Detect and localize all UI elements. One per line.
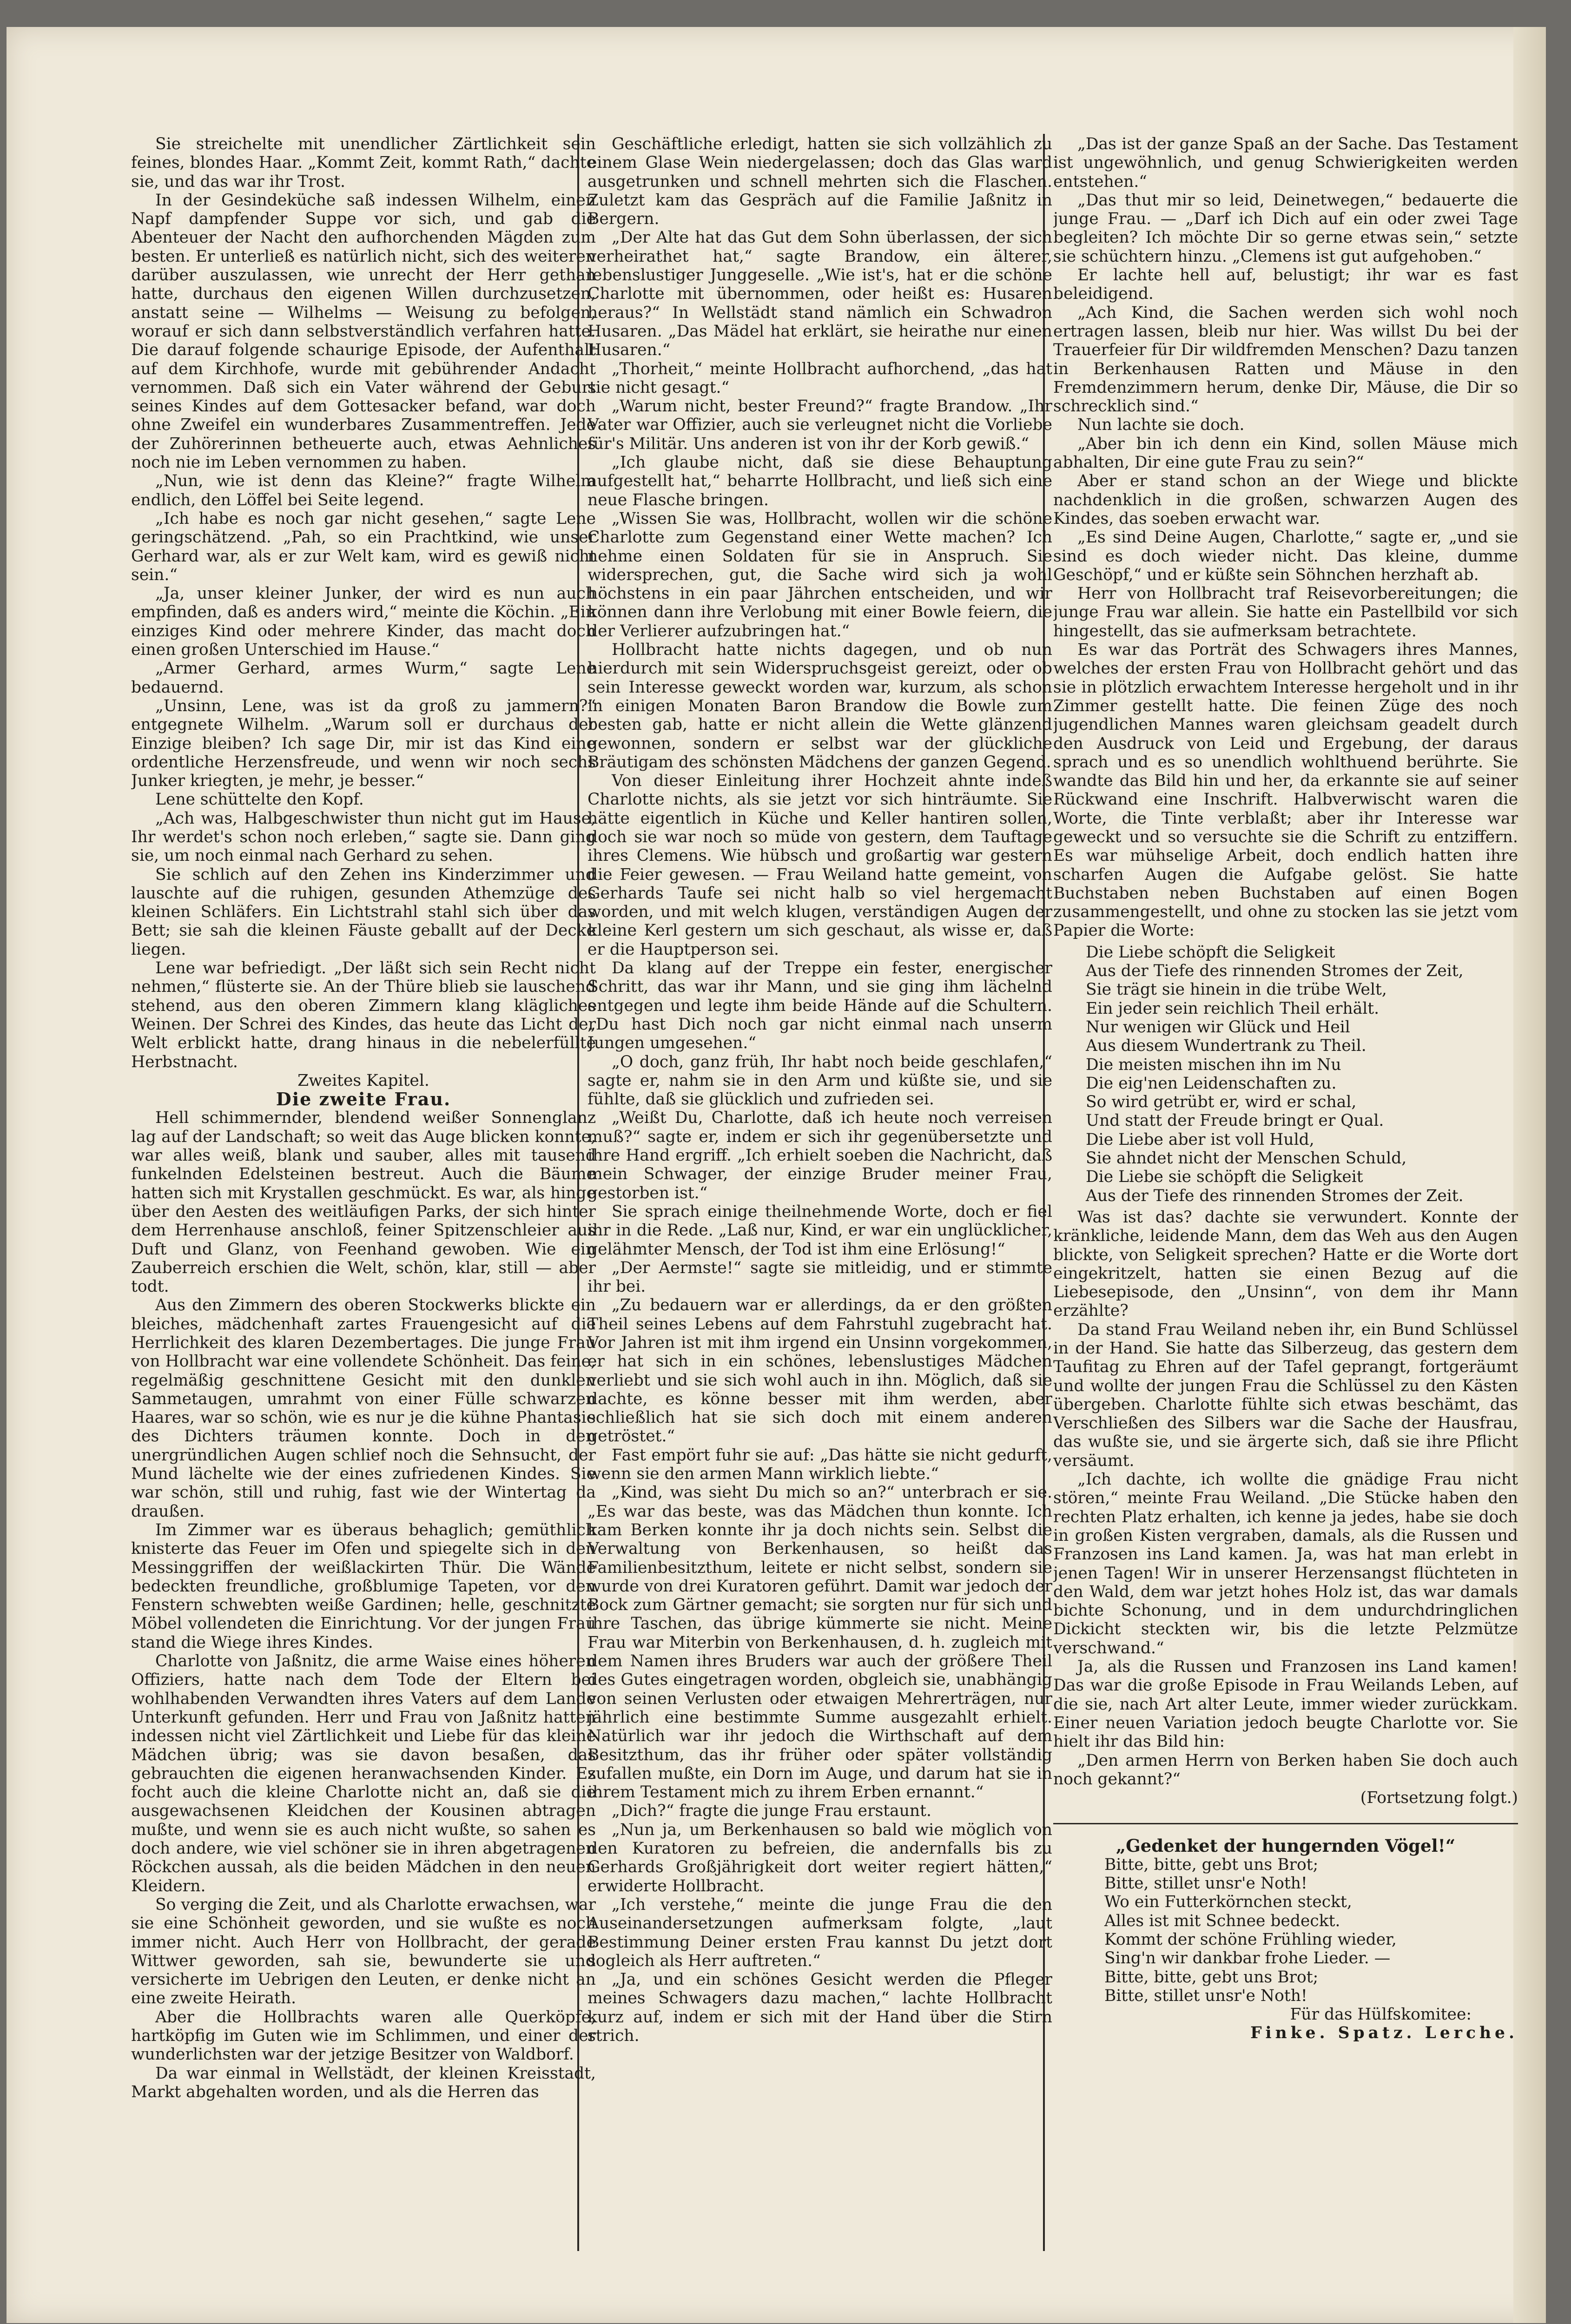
paragraph: Hell schimmernder, blendend weißer Sonnenglanz lag auf der Landschaft; so weit das Auge blicken konnte, war alles weiß, blank und sauber, alles mit tausend funkelnden Edelsteinen bestreut. Auch die Bäume hatten sich mit Krystallen geschmückt. Es war, als hinge über den Aesten des weitläufigen Parks, der sich hinter dem Herrenhause anschloß, feiner Spitzenschleier aus Duft und Glanz, von Feenhand gewoben. Wie ein Zauberreich erschien die Welt, schön, klar, still — aber todt. [131,1109,596,1296]
paragraph: „Ja, und ein schönes Gesicht werden die Pfleger meines Schwagers dazu machen,“ lachte Hollbracht kurz auf, indem er sich mit der Hand über die Stirn strich. [587,1970,1052,2045]
inscription-poem [1086,943,1518,1205]
column-3-paragraphs [1053,135,1518,940]
column-3 [1053,135,1518,2250]
paragraph: „Weißt Du, Charlotte, daß ich heute noch verreisen muß?“ sagte er, indem er sich ihr gegenübersetzte und ihre Hand ergriff. „Ich erhielt soeben die Nachricht, daß mein Schwager, der einzige Bruder meiner Frau, gestorben ist.“ [587,1109,1052,1202]
paragraph: „Den armen Herrn von Berken haben Sie doch auch noch gekannt?“ [1053,1751,1518,1789]
poem-line: Aus der Tiefe des rinnenden Stromes der Zeit, [1086,962,1464,981]
paragraph: „Zu bedauern war er allerdings, da er den größten Theil seines Lebens auf dem Fahrstuhl zugebracht hat. Vor Jahren ist mit ihm irgend ein Unsinn vorgekommen, er hat sich in ein schönes, lebenslustiges Mädchen verliebt und sie sich wohl auch in ihn. Möglich, daß sie dachte, es könne besser mit ihm werden, aber schließlich hat sie sich doch mit einem anderen getröstet.“ [587,1296,1052,1446]
paragraph: „Der Aermste!“ sagte sie mitleidig, und er stimmte ihr bei. [587,1258,1052,1296]
paragraph: „Aber bin ich denn ein Kind, sollen Mäuse mich abhalten, Dir eine gute Frau zu sein?“ [1053,434,1518,472]
paragraph: Aus den Zimmern des oberen Stockwerks blickte ein bleiches, mädchenhaft zartes Frauengesicht auf die Herrlichkeit des klaren Dezembertages. Die junge Frau von Hollbracht war eine vollendete Schönheit. Das feine, regelmäßig geschnittene Gesicht mit den dunklen Sammetaugen, umrahmt von einer Fülle schwarzen Haares, war so schön, wie es nur je die kühne Phantasie des Dichters träumen konnte. Doch in den unergründlichen Augen schlief noch die Sehnsucht, der Mund lächelte wie der eines zufriedenen Kindes. Sie war schön, still und ruhig, fast wie der Wintertag da draußen. [131,1296,596,1521]
paragraph: „Das thut mir so leid, Deinetwegen,“ bedauerte die junge Frau. — „Darf ich Dich auf ein oder zwei Tage begleiten? Ich möchte Dir so gerne etwas sein,“ setzte sie schüchtern hinzu. „Clemens ist gut aufgehoben.“ [1053,191,1518,266]
paragraph: So verging die Zeit, und als Charlotte erwachsen, war sie eine Schönheit geworden, und sie wußte es noch immer nicht. Auch Herr von Hollbracht, der gerade Wittwer geworden, sah sie, bewunderte sie und versicherte im Uebrigen den Leuten, er denke nicht an eine zweite Heirath. [131,1895,596,2008]
poem-line: Die Liebe sie schöpft die Seligkeit [1086,1168,1363,1187]
paragraph: Im Zimmer war es überaus behaglich; gemüthlich knisterte das Feuer im Ofen und spiegelte sich in den Messinggriffen der weißlackirten Thür. Die Wände bedeckten freundliche, großblumige Tapeten, vor den Fenstern schwebten weiße Gardinen; helle, geschnitzte Möbel vollendeten die Einrichtung. Vor der jungen Frau stand die Wiege ihres Kindes. [131,1520,596,1652]
paragraph: „Dich?“ fragte die junge Frau erstaunt. [612,1802,931,1821]
paragraph: „Ich glaube nicht, daß sie diese Behauptung aufgestellt hat,“ beharrte Hollbracht, und ließ sich eine neue Flasche bringen. [587,453,1052,509]
paragraph: „Wissen Sie was, Hollbracht, wollen wir die schöne Charlotte zum Gegenstand einer Wette machen? Ich nehme einen Soldaten für sie in Anspruch. Sie widersprechen, gut, die Sache wird sich ja wohl höchstens in ein paar Jährchen entscheiden, und wir können dann ihre Verlobung mit einer Bowle feiern, die der Verlierer aufzubringen hat.“ [587,509,1052,640]
paragraph: „Warum nicht, bester Freund?“ fragte Brandow. „Ihr Vater war Offizier, auch sie verleugnet nicht die Vorliebe für's Militär. Uns anderen ist von ihr der Korb gewiß.“ [587,397,1052,453]
column-3-paragraphs-continued [1053,1208,1518,1789]
paragraph: Nun lachte sie doch. [1077,416,1245,435]
column-1 [131,135,596,2250]
paragraph: Sie streichelte mit unendlicher Zärtlichkeit sein feines, blondes Haar. „Kommt Zeit, kommt Rath,“ dachte sie, und das war ihr Trost. [131,135,596,191]
paragraph: „Es sind Deine Augen, Charlotte,“ sagte er, „und sie sind es doch wieder nicht. Das kleine, dumme Geschöpf,“ und er küßte sein Söhnchen herzhaft ab. [1053,528,1518,584]
newspaper-page [7,27,1546,2323]
page-edge-shadow [1513,27,1546,2323]
section-separator [1053,1823,1518,1824]
continuation-note: (Fortsetzung folgt.) [1360,1789,1518,1808]
paragraph: „Ach Kind, die Sachen werden sich wohl noch ertragen lassen, bleib nur hier. Was willst Du bei der Trauerfeier für Dir wildfremden Menschen? Dazu tanzen in Berkenhausen Ratten und Mäuse in den Fremdenzimmern herum, denke Dir, Mäuse, die Dir so schrecklich sind.“ [1053,303,1518,416]
paragraph: „Thorheit,“ meinte Hollbracht aufhorchend, „das hat sie nicht gesagt.“ [587,359,1052,397]
paragraph: Herr von Hollbracht traf Reisevorbereitungen; die junge Frau war allein. Sie hatte ein Pastellbild vor sich hingestellt, das sie aufmerksam betrachtete. [1053,584,1518,640]
paragraph: Da stand Frau Weiland neben ihr, ein Bund Schlüssel in der Hand. Sie hatte das Silberzeug, das gestern dem Taufitag zu Ehren auf der Tafel geprangt, fortgeräumt und wollte der jungen Frau die Schlüssel zu den Kästen übergeben. Charlotte fühlte sich etwas beschämt, das Verschließen des Silbers war die Sache der Hausfrau, das wußte sie, und sie ärgerte sich, daß sie ihre Pflicht versäumt. [1053,1320,1518,1470]
paragraph: Hollbracht hatte nichts dagegen, und ob nun hierdurch mit sein Widerspruchsgeist gereizt, oder ob sein Interesse geweckt worden war, kurzum, als schon in einigen Monaten Baron Brandow die Bowle zum besten gab, hatte er nicht allein die Wette glänzend gewonnen, sondern er selbst war der glückliche Bräutigam des schönsten Mädchens der ganzen Gegend. [587,640,1052,772]
column-2 [587,135,1052,2250]
paragraph: „Kind, was sieht Du mich so an?“ unterbrach er sie. „Es war das beste, was das Mädchen thun konnte. Ich kam Berken konnte ihr ja doch nichts sein. Selbst die Verwaltung von Berkenhausen, so heißt das Familienbesitzthum, leitete er nicht selbst, sondern sie wurde von drei Kuratoren geführt. Damit war jedoch der Bock zum Gärtner gemacht; sie sorgten nur für sich und ihre Taschen, das übrige kümmerte sie nicht. Meine Frau war Miterbin von Berkenhausen, d. h. zugleich mit dem Namen ihres Bruders war auch der größere Theil des Gutes eingetragen worden, obgleich sie, unabhängig von seinen Verlusten oder etwaigen Mehrerträgen, nur jährlich eine bestimmte Summe ausgezahlt erhielt. Natürlich war ihr jedoch die Wirthschaft auf dem Besitzthum, das ihr früher oder später vollständig zufallen mußte, ein Dorn im Auge, und darum hat sie in ihrem Testament mich zu ihrem Erben ernannt.“ [587,1483,1052,1802]
poem-line: Sie trägt sie hinein in die trübe Welt, [1086,980,1387,999]
poem-line: Die eig'nen Leidenschaften zu. [1086,1074,1337,1093]
paragraph: Aber er stand schon an der Wiege und blickte nachdenklich in die großen, schwarzen Augen des Kindes, das soeben erwacht war. [1053,472,1518,528]
poem-line: Und statt der Freude bringt er Qual. [1086,1111,1384,1130]
paragraph: „Das ist der ganze Spaß an der Sache. Das Testament ist ungewöhnlich, und genug Schwierigkeiten werden entstehen.“ [1053,135,1518,191]
chapter-label: Zweites Kapitel. [297,1071,429,1090]
paragraph: Aber die Hollbrachts waren alle Querköpfe, hartköpfig im Guten wie im Schlimmen, und einer der wunderlichsten war der jetzige Besitzer von Waldborf. [131,2007,596,2064]
poem-line: Bitte, bitte, gebt uns Brot; [1104,1855,1319,1874]
poem-line: Nur wenigen wir Glück und Heil [1086,1017,1350,1037]
bird-appeal-poem [1104,1855,1518,2005]
poem-line: Aus diesem Wundertrank zu Theil. [1086,1037,1366,1056]
poem-line: Sing'n wir dankbar frohe Lieder. — [1104,1949,1391,1968]
chapter-title: Die zweite Frau. [276,1089,451,1110]
paragraph: „Ich dachte, ich wollte die gnädige Frau nicht stören,“ meinte Frau Weiland. „Die Stücke haben den rechten Platz erhalten, ich kenne ja jedes, habe sie doch in großen Kisten vergraben, damals, als die Russen und Franzosen ins Land kamen. Ja, was hat man erlebt in jenen Tagen! Wir in unserer Herzensangst flüchteten in den Wald, dem war jetzt hohes Holz ist, das war damals bichte Schonung, und in dem undurchdringlichen Dickicht steckten wir, bis die letzte Pelzmütze verschwand.“ [1053,1470,1518,1657]
poem-line: Aus der Tiefe des rinnenden Stromes der Zeit. [1086,1186,1464,1205]
poem-line: Die meisten mischen ihn im Nu [1086,1055,1341,1074]
paragraph: Lene schüttelte den Kopf. [155,790,364,809]
paragraph: „Nun ja, um Berkenhausen so bald wie möglich von den Kuratoren zu befreien, die andernfalls bis zu Gerhards Großjährigkeit dort weiter regiert hätten,“ erwiderte Hollbracht. [587,1820,1052,1895]
column-1-paragraphs [131,135,596,1071]
paragraph: Geschäftliche erledigt, hatten sie sich vollzählich zu einem Glase Wein niedergelassen; doch das Glas ward ausgetrunken und schnell mehrten sich die Flaschen. Zuletzt kam das Gespräch auf die Familie Jaßnitz in Bergern. [587,135,1052,229]
poem-line: Wo ein Futterkörnchen steckt, [1104,1893,1352,1912]
paragraph: Sie schlich auf den Zehen ins Kinderzimmer und lauschte auf die ruhigen, gesunden Athemzüge des kleinen Schläfers. Ein Lichtstrahl stahl sich über das Bett; sie sah die kleinen Fäuste geballt auf der Decke liegen. [131,865,596,959]
paragraph: „Ach was, Halbgeschwister thun nicht gut im Hause, Ihr werdet's schon noch erleben,“ sagte sie. Dann ging sie, um noch einmal nach Gerhard zu sehen. [131,809,596,865]
poem-line: Die Liebe aber ist voll Huld, [1086,1130,1314,1149]
paragraph: Ja, als die Russen und Franzosen ins Land kamen! Das war die große Episode in Frau Weilands Leben, auf die sie, nach Art alter Leute, immer wieder zurückkam. Einer neuen Variation jedoch beugte Charlotte vor. Sie hielt ihr das Bild hin: [1053,1657,1518,1751]
poem-line: Kommt der schöne Frühling wieder, [1104,1930,1397,1949]
paragraph: Da klang auf der Treppe ein fester, energischer Schritt, das war ihr Mann, und sie ging ihm lächelnd entgegen und legte ihm beide Hände auf die Schultern. „Du hast Dich noch gar nicht einmal nach unserm Jungen umgesehen.“ [587,959,1052,1053]
paragraph: „Unsinn, Lene, was ist da groß zu jammern?“ entgegnete Wilhelm. „Warum soll er durchaus der Einzige bleiben? Ich sage Dir, mir ist das Kind eine ordentliche Herzensfreude, und wenn wir noch sechs Junker kriegten, je mehr, je besser.“ [131,696,596,791]
paragraph: Lene war befriedigt. „Der läßt sich sein Recht nicht nehmen,“ flüsterte sie. An der Thüre blieb sie lauschend stehend, aus den oberen Zimmern klang klägliches Weinen. Der Schrei des Kindes, das heute das Licht der Welt erblickt hatte, drang hinaus in die nebelerfüllte Herbstnacht. [131,959,596,1071]
poem-line: Alles ist mit Schnee bedeckt. [1104,1911,1340,1930]
paragraph: Es war das Porträt des Schwagers ihres Mannes, welches der ersten Frau von Hollbracht gehört und das sie in plötzlich erwachtem Interesse hergeholt und in ihr Zimmer gestellt hatte. Die feinen Züge des noch jugendlichen Mannes waren gleichsam geadelt durch den Ausdruck von Leid und Ergebung, der daraus sprach und es so unendlich wohlthuend berührte. Sie wandte das Bild hin und her, da erkannte sie auf seiner Rückwand eine Inschrift. Halbverwischt waren die Worte, die Tinte verblaßt; aber ihr Interesse war geweckt und so versuchte sie die Schrift zu entziffern. Es war mühselige Arbeit, doch endlich hatten ihre scharfen Augen die Aufgabe gelöst. Sie hatte Buchstaben neben Buchstaben auf einen Bogen zusammengestellt, und ohne zu stocken las sie jetzt vom Papier die Worte: [1053,640,1518,940]
paragraph: „Der Alte hat das Gut dem Sohn überlassen, der sich verheirathet hat,“ sagte Brandow, ein älterer, lebenslustiger Junggeselle. „Wie ist's, hat er die schöne Charlotte mit übernommen, oder heißt es: Husaren heraus?“ In Wellstädt stand nämlich ein Schwadron Husaren. „Das Mädel hat erklärt, sie heirathe nur einen Husaren.“ [587,228,1052,360]
column-1-paragraphs-continued [131,1109,596,2101]
paragraph: „Ich verstehe,“ meinte die junge Frau die den Auseinandersetzungen aufmerksam folgte, „laut Bestimmung Deiner ersten Frau kannst Du jetzt dort sogleich als Herr auftreten.“ [587,1895,1052,1970]
committee-line: Für das Hülfskomitee: [1290,2005,1472,2024]
column-2-paragraphs [587,135,1052,2045]
poem-line: Ein jeder sein reichlich Theil erhält. [1086,999,1380,1018]
poem-line: Bitte, bitte, gebt uns Brot; [1104,1967,1319,1987]
poem-line: So wird getrübt er, wird er schal, [1086,1093,1357,1112]
paragraph: Was ist das? dachte sie verwundert. Konnte der kränkliche, leidende Mann, dem das Weh aus den Augen blickte, von Seligkeit sprechen? Hatte er die Worte dort eingekritzelt, hatten sie einen Bezug auf die Liebesepisode, den „Unsinn“, von dem ihr Mann erzählte? [1053,1208,1518,1320]
bird-appeal-title: „Gedenket der hungernden Vögel!“ [1116,1835,1456,1856]
paragraph: „Ja, unser kleiner Junker, der wird es nun auch empfinden, daß es anders wird,“ meinte die Köchin. „Ein einziges Kind oder mehrere Kinder, das macht doch einen großen Unterschied im Hause.“ [131,584,596,660]
paragraph: Er lachte hell auf, belustigt; ihr war es fast beleidigend. [1053,266,1518,304]
poem-line: Bitte, stillet unsr'e Noth! [1104,1874,1307,1893]
paragraph: „Armer Gerhard, armes Wurm,“ sagte Lene bedauernd. [131,659,596,697]
signers-line: Finke. Spatz. Lerche. [1250,2024,1518,2043]
paragraph: Charlotte von Jaßnitz, die arme Waise eines höheren Offiziers, hatte nach dem Tode der Eltern bei wohlhabenden Verwandten ihres Vaters auf dem Lande Unterkunft gefunden. Herr und Frau von Jaßnitz hatten indessen nicht viel Zärtlichkeit und Liebe für das kleine Mädchen übrig; was sie davon besaßen, das gebrauchten die eigenen heranwachsenden Kinder. Es focht auch die kleine Charlotte nicht an, daß sie die ausgewachsenen Kleidchen der Kousinen abtragen mußte, und wenn sie es auch nicht wußte, so sahen es doch andere, wie viel schöner sie in ihren abgetragenen Röckchen aussah, als die beiden Mädchen in den neuen Kleidern. [131,1652,596,1895]
paragraph: Da war einmal in Wellstädt, der kleinen Kreisstadt, Markt abgehalten worden, und als die Herren das [131,2064,596,2101]
paragraph: „Ich habe es noch gar nicht gesehen,“ sagte Lene geringschätzend. „Pah, so ein Prachtkind, wie unser Gerhard war, als er zur Welt kam, wird es gewiß nicht sein.“ [131,509,596,584]
poem-line: Bitte, stillet unsr'e Noth! [1104,1986,1307,2005]
poem-line: Die Liebe schöpft die Seligkeit [1086,943,1335,962]
paragraph: In der Gesindeküche saß indessen Wilhelm, einen Napf dampfender Suppe vor sich, und gab die Abenteuer der Nacht den aufhorchenden Mägden zum besten. Er unterließ es natürlich nicht, sich des weiteren darüber auszulassen, wie unrecht der Herr gethan hatte, durchaus den eigenen Willen durchzusetzen, anstatt seine — Wilhelms — Weisung zu befolgen, worauf er sich dann selbstverständlich verfahren hatte. Die darauf folgende schaurige Episode, der Aufenthalt auf dem Kirchhofe, wurde mit gebührender Andacht vernommen. Daß sich ein Vater während der Geburt seines Kindes auf dem Gottesacker befand, war doch ohne Zweifel ein wunderbares Zusammentreffen. Jede der Zuhörerinnen betheuerte auch, etwas Aehnliches noch nie im Leben vernommen zu haben. [131,191,596,472]
paragraph: „O doch, ganz früh, Ihr habt noch beide geschlafen,“ sagte er, nahm sie in den Arm und küßte sie, und sie fühlte, daß sie glücklich und zufrieden sei. [587,1052,1052,1109]
paragraph: Fast empört fuhr sie auf: „Das hätte sie nicht gedurft, wenn sie den armen Mann wirklich liebte.“ [587,1446,1052,1484]
paragraph: Sie sprach einige theilnehmende Worte, doch er fiel ihr in die Rede. „Laß nur, Kind, er war ein unglücklicher, gelähmter Mensch, der Tod ist ihm eine Erlösung!“ [587,1202,1052,1259]
poem-line: Sie ahndet nicht der Menschen Schuld, [1086,1149,1407,1168]
paragraph: Von dieser Einleitung ihrer Hochzeit ahnte indeß Charlotte nichts, als sie jetzt vor sich hinträumte. Sie hätte eigentlich in Küche und Keller hantiren sollen, doch sie war noch so müde von gestern, dem Tauftage ihres Clemens. Wie hübsch und großartig war gestern die Feier gewesen. — Frau Weiland hatte gemeint, von Gerhards Taufe sei nicht halb so viel hergemacht worden, und mit welch klugen, verständigen Augen der kleine Kerl gestern um sich geschaut, als wisse er, daß er die Hauptperson sei. [587,772,1052,959]
paragraph: „Nun, wie ist denn das Kleine?“ fragte Wilhelm endlich, den Löffel bei Seite legend. [131,472,596,509]
